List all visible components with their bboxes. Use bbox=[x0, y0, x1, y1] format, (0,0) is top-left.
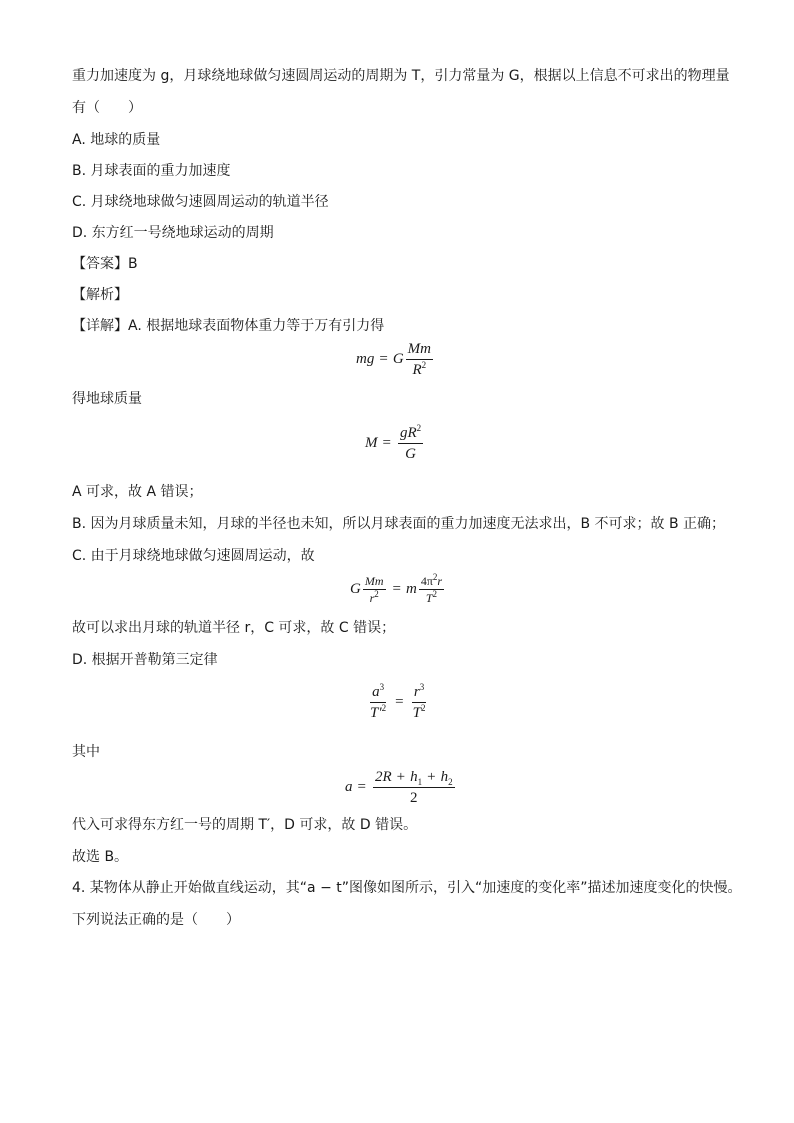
q3-c-conclusion: 故可以求出月球的轨道半径 r，C 可求，故 C 错误； bbox=[72, 620, 396, 636]
eq3-left-denominator bbox=[368, 590, 381, 605]
eq4-right-den-base: T bbox=[412, 705, 421, 721]
q3-a-conclusion: A 可求，故 A 错误； bbox=[72, 484, 203, 500]
q3-d-conclusion: 代入可求得东方红一号的周期 T′，D 可求，故 D 错误。 bbox=[72, 817, 418, 833]
eq5-numerator bbox=[373, 768, 455, 788]
q3-b-explain: B. 因为月球质量未知，月球的半径也未知，所以月球表面的重力加速度无法求出，B 不可求；故 B 正确； bbox=[72, 516, 726, 532]
eq3-right-numerator bbox=[419, 574, 444, 590]
q3-final: 故选 B。 bbox=[72, 849, 129, 865]
equation-earth-mass bbox=[365, 424, 425, 463]
eq5-term-h2: h bbox=[440, 769, 449, 785]
q3-text-get-mass: 得地球质量 bbox=[72, 391, 142, 407]
eq1-coef: G bbox=[392, 351, 404, 367]
q3-d-explain: D. 根据开普勒第三定律 bbox=[72, 652, 218, 668]
eq4-right-numerator bbox=[412, 683, 426, 703]
eq4-fraction-left bbox=[368, 683, 388, 722]
q3-option-c: C. 月球绕地球做匀速圆周运动的轨道半径 bbox=[72, 194, 329, 210]
eq3-coef2: m bbox=[405, 581, 417, 597]
eq3-right-num-base: 4π bbox=[420, 574, 433, 588]
eq3-fraction-right bbox=[419, 574, 444, 605]
equation-kepler bbox=[366, 683, 429, 722]
eq3-equals: = bbox=[392, 581, 401, 597]
eq4-left-denominator bbox=[368, 703, 388, 722]
eq5-denominator: 2 bbox=[410, 790, 418, 806]
eq3-fraction-left bbox=[363, 574, 386, 605]
eq5-lhs: a bbox=[345, 779, 353, 795]
q3-option-b: B. 月球表面的重力加速度 bbox=[72, 163, 231, 179]
eq4-left-num-base: a bbox=[372, 684, 380, 700]
equation-semi-major-axis bbox=[345, 768, 457, 807]
eq3-coef: G bbox=[350, 581, 361, 597]
eq4-equals: = bbox=[395, 694, 404, 710]
eq5-plus-2: + bbox=[427, 769, 436, 785]
eq3-left-numerator: Mm bbox=[364, 574, 384, 588]
eq2-numerator bbox=[398, 424, 423, 444]
eq5-h1-sub: 1 bbox=[417, 777, 423, 787]
eq1-den-sup: 2 bbox=[421, 360, 427, 370]
equation-orbit bbox=[350, 574, 446, 605]
equation-gravity bbox=[356, 340, 435, 379]
eq2-num-base: gR bbox=[399, 425, 417, 441]
eq3-left-den-sup: 2 bbox=[374, 589, 379, 599]
eq2-denominator: G bbox=[405, 446, 416, 462]
eq2-lhs: M bbox=[365, 435, 378, 451]
eq1-lhs: mg bbox=[356, 351, 375, 367]
eq4-fraction-right bbox=[411, 683, 428, 722]
eq5-plus-1: + bbox=[396, 769, 406, 785]
eq4-right-num-base: r bbox=[413, 684, 420, 700]
q3-detail-a: 【详解】A. 根据地球表面物体重力等于万有引力得 bbox=[72, 318, 385, 334]
eq3-left-den-base: r bbox=[369, 591, 375, 605]
eq2-equals: = bbox=[382, 435, 391, 451]
q3-option-a: A. 地球的质量 bbox=[72, 132, 161, 148]
eq1-equals: = bbox=[379, 351, 388, 367]
eq3-right-den-sup: 2 bbox=[432, 589, 438, 599]
q3-where: 其中 bbox=[72, 744, 100, 760]
eq1-denominator bbox=[410, 360, 428, 379]
eq1-fraction bbox=[406, 340, 433, 379]
eq5-equals: = bbox=[357, 779, 366, 795]
eq4-right-num-sup: 3 bbox=[419, 682, 425, 692]
eq5-fraction bbox=[373, 768, 455, 807]
eq3-right-denominator bbox=[424, 590, 439, 605]
eq5-term-2r: 2R bbox=[374, 769, 392, 785]
eq1-numerator: Mm bbox=[406, 340, 433, 360]
eq4-left-den-sup: 2 bbox=[381, 703, 387, 713]
q4-stem-line2: 下列说法正确的是（ ） bbox=[72, 912, 240, 928]
q3-stem-line1: 重力加速度为 g，月球绕地球做匀速圆周运动的周期为 T，引力常量为 G，根据以上信息不可求出的物理量 bbox=[72, 68, 730, 84]
eq5-term-h1: h bbox=[410, 769, 418, 785]
q3-analysis-title: 【解析】 bbox=[72, 287, 128, 303]
eq2-num-sup: 2 bbox=[416, 423, 422, 433]
eq5-h2-sub: 2 bbox=[448, 777, 453, 787]
eq2-fraction bbox=[398, 424, 423, 463]
eq3-right-num-sup: 2 bbox=[432, 572, 438, 582]
eq4-right-denominator bbox=[411, 703, 428, 722]
eq1-den-base: R bbox=[412, 362, 422, 378]
q3-answer: 【答案】B bbox=[72, 256, 138, 272]
q3-stem-line2: 有（ ） bbox=[72, 100, 142, 116]
eq4-left-numerator bbox=[370, 683, 386, 703]
eq3-right-num-tail: r bbox=[437, 574, 443, 588]
eq4-left-den-base: T′ bbox=[370, 705, 382, 721]
eq4-left-num-sup: 3 bbox=[379, 682, 385, 692]
q4-stem-line1: 4. 某物体从静止开始做直线运动，其“a − t”图像如图所示，引入“加速度的变化率”描述加速度变化的快慢。 bbox=[72, 880, 742, 896]
q3-c-explain: C. 由于月球绕地球做匀速圆周运动，故 bbox=[72, 548, 315, 564]
eq3-right-den-base: T bbox=[425, 591, 433, 605]
q3-option-d: D. 东方红一号绕地球运动的周期 bbox=[72, 225, 274, 241]
eq4-right-den-sup: 2 bbox=[420, 703, 426, 713]
